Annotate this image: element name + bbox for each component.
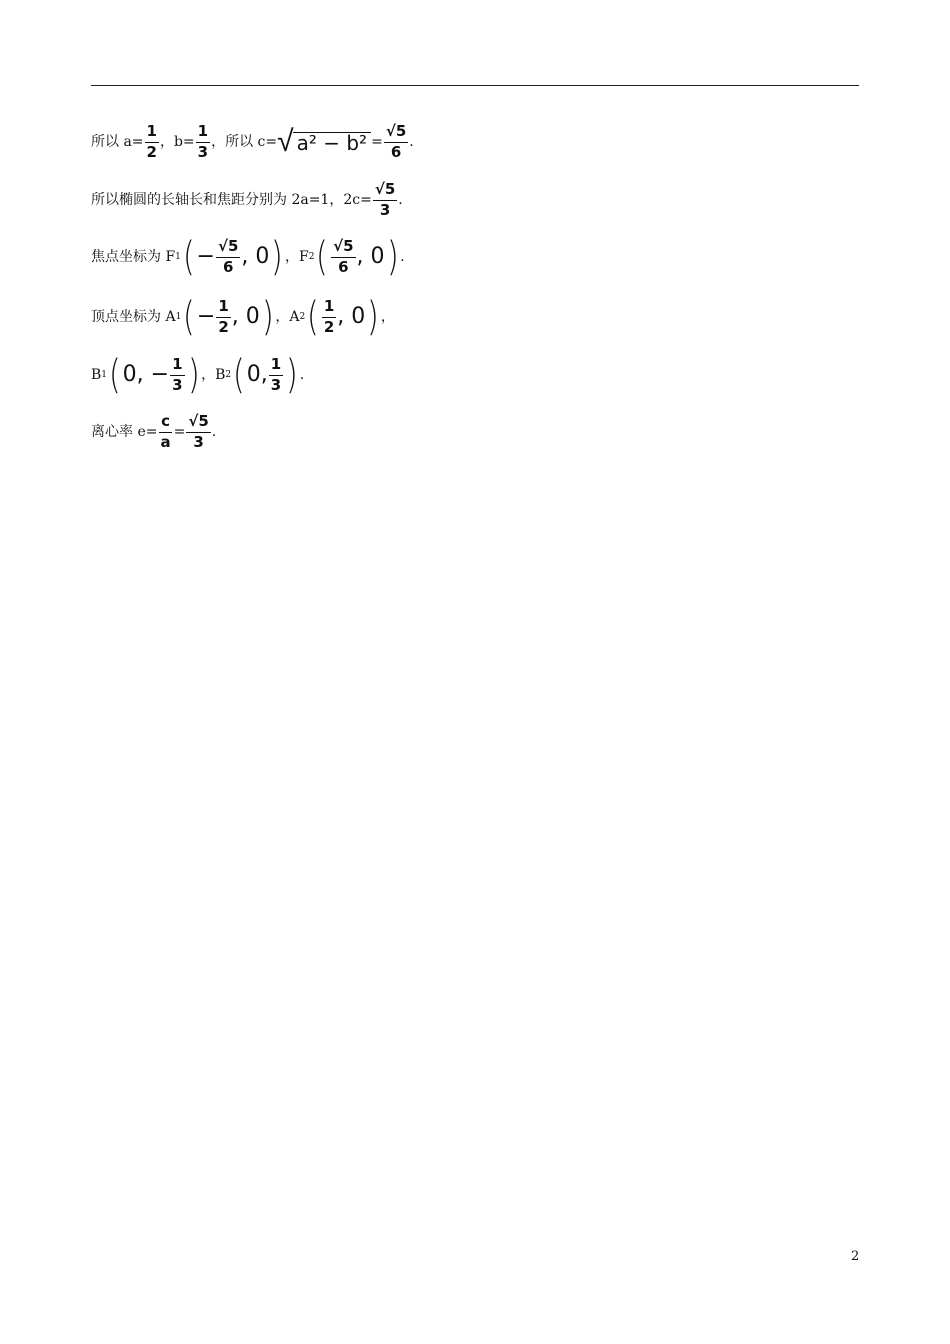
numerator: 1 <box>196 124 210 143</box>
numerator: 1 <box>170 357 184 376</box>
denominator: 6 <box>222 257 234 276</box>
right-paren: ) <box>271 234 284 280</box>
denominator: 3 <box>193 432 204 451</box>
header-rule <box>91 85 859 86</box>
radicand: a² − b² <box>293 132 371 153</box>
coord-head: 0, <box>246 362 268 387</box>
right-paren: ) <box>386 234 399 280</box>
text-sep: ，B <box>201 367 226 383</box>
right-paren: ) <box>261 294 274 340</box>
denominator: 3 <box>197 142 209 161</box>
text-prefix: 离心率 e= <box>91 424 158 441</box>
text-sep: ，A <box>275 309 300 325</box>
coord-tail: , 0 <box>231 304 260 329</box>
numerator: 1 <box>322 299 336 318</box>
text-prefix: 顶点坐标为 A <box>91 309 176 325</box>
numerator: 1 <box>269 357 283 376</box>
fraction-e <box>186 414 210 451</box>
fraction-a2 <box>322 296 336 336</box>
radical-sign: √ <box>277 124 294 160</box>
fraction-c-over-a <box>158 414 172 451</box>
numerator: 1 <box>216 299 230 318</box>
fraction-f1 <box>216 236 240 276</box>
right-paren: ) <box>367 294 379 340</box>
denominator: 2 <box>323 317 335 336</box>
text-mid: ，所以 c= <box>211 134 278 151</box>
text-end: . <box>398 192 403 209</box>
fraction-b2 <box>269 354 283 394</box>
numerator: √5 <box>384 124 408 143</box>
left-paren: ( <box>316 234 329 280</box>
text-end: . <box>211 424 217 441</box>
line-vertices-b <box>91 352 305 398</box>
right-paren: ) <box>286 352 298 398</box>
left-paren: ( <box>233 352 245 398</box>
text-prefix: B <box>91 367 102 383</box>
text-end: . <box>400 249 405 265</box>
text-prefix: 焦点坐标为 F <box>91 249 176 265</box>
denominator: 6 <box>390 142 402 161</box>
left-paren: ( <box>183 294 195 340</box>
denominator: 3 <box>172 375 183 394</box>
fraction-a1 <box>216 296 230 336</box>
denominator: 2 <box>146 142 157 161</box>
minus-sign: − <box>196 304 216 329</box>
subscript: 1 <box>175 251 181 262</box>
subscript: 2 <box>308 251 315 262</box>
left-paren: ( <box>307 294 319 340</box>
equals-sign: = <box>173 424 186 441</box>
coord-tail: , 0 <box>241 244 270 269</box>
text-prefix: 所以椭圆的长轴长和焦距分别为 2a=1，2c= <box>91 192 372 209</box>
coord-tail: , 0 <box>337 304 366 329</box>
left-paren: ( <box>182 234 195 280</box>
text-end: ， <box>380 309 395 325</box>
line-vertices-a <box>91 294 395 340</box>
left-paren: ( <box>108 352 121 398</box>
subscript: 2 <box>299 311 306 322</box>
denominator: 2 <box>218 317 229 336</box>
numerator: √5 <box>331 239 355 258</box>
text-end: . <box>409 134 414 151</box>
text-end: . <box>299 367 305 383</box>
sqrt-expression <box>277 124 371 160</box>
text-prefix: 所以 a= <box>91 134 144 151</box>
denominator: 6 <box>338 257 349 276</box>
denominator: a <box>160 432 171 451</box>
numerator: √5 <box>373 182 397 201</box>
line-axis-lengths <box>91 182 403 219</box>
fraction-f2 <box>331 236 355 276</box>
subscript: 1 <box>175 311 182 322</box>
line-semi-axes <box>91 124 414 161</box>
line-foci <box>91 234 405 280</box>
numerator: √5 <box>216 239 240 258</box>
numerator: 1 <box>145 124 159 143</box>
line-eccentricity <box>91 414 216 451</box>
numerator: c <box>159 414 172 433</box>
subscript: 2 <box>225 369 232 380</box>
equals-sign: = <box>371 134 383 151</box>
coord-tail: , 0 <box>356 244 385 269</box>
numerator: √5 <box>186 414 210 433</box>
fraction-c <box>384 124 408 161</box>
subscript: 1 <box>101 369 108 380</box>
minus-sign: − <box>196 244 215 269</box>
right-paren: ) <box>187 352 200 398</box>
denominator: 3 <box>379 200 391 219</box>
fraction-b <box>196 124 210 161</box>
coord-head: 0, − <box>122 362 170 387</box>
fraction-b1 <box>170 354 184 394</box>
fraction-a <box>145 124 159 161</box>
fraction-2c <box>373 182 397 219</box>
denominator: 3 <box>270 375 282 394</box>
text-mid: ，b= <box>159 134 195 151</box>
page-number: 2 <box>851 1249 860 1264</box>
text-sep: ，F <box>285 249 309 265</box>
